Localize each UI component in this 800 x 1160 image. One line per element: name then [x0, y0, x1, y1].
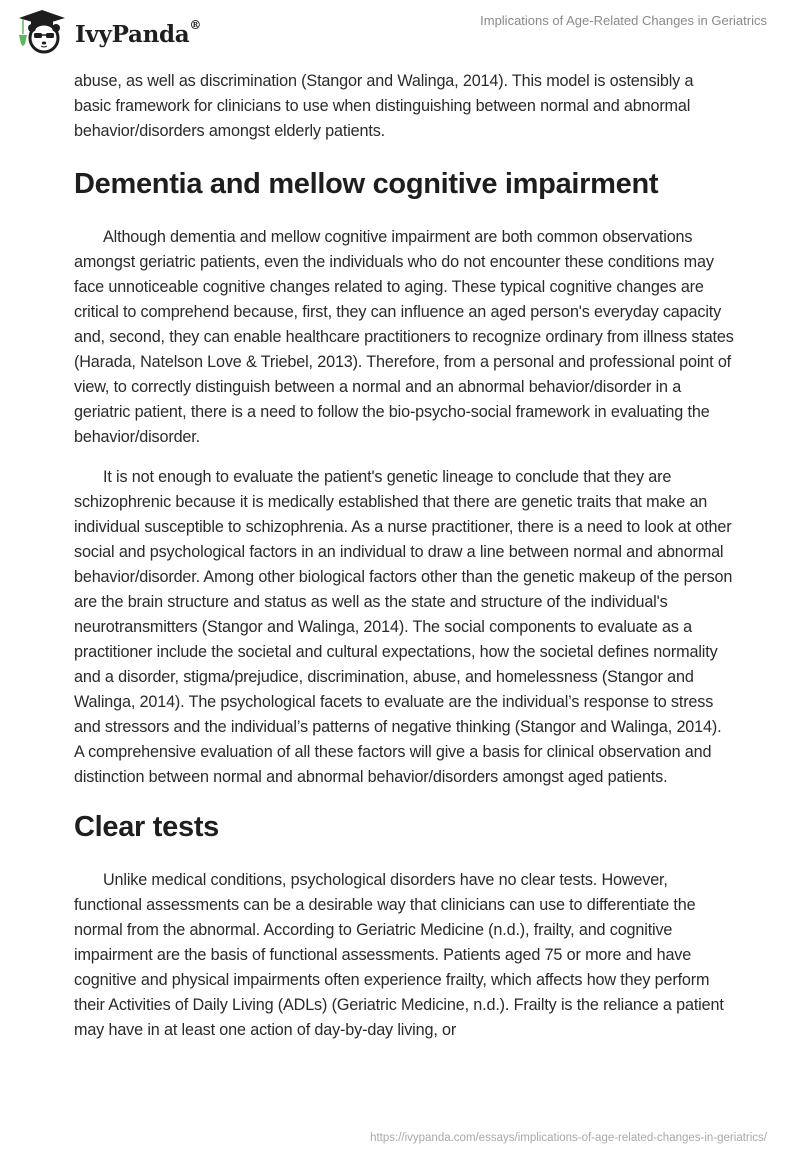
section-heading-clear-tests: Clear tests	[74, 811, 219, 843]
document-title: Implications of Age-Related Changes in Geriatrics	[480, 13, 767, 28]
intro-paragraph: abuse, as well as discrimination (Stangor and Walinga, 2014). This model is ostensibly a basic framework for clinicians to use when distinguishing between normal and abnormal behavior/disorders amongst elderly patients.	[74, 72, 694, 140]
source-url[interactable]: https://ivypanda.com/essays/implications-of-age-related-changes-in-geriatrics/	[370, 1132, 767, 1144]
paragraph-dementia-1: Although dementia and mellow cognitive impairment are both common observations amongst geriatric patients, even the individuals who do not encounter these conditions may face unnoticeable cognitive changes related to aging. These typical cognitive changes are critical to comprehend because, first, they can influence an aged person's everyday capacity and, second, they can enable healthcare practitioners to recognize ordinary from illness states (Harada, Natelson Love & Triebel, 2013). Therefore, from a personal and professional point of view, to correctly distinguish between a normal and an abnormal behavior/disorder in a geriatric patient, there is a need to follow the bio-psycho-social framework in evaluating the behavior/disorder.	[74, 228, 734, 446]
brand-name: IvyPanda®	[75, 17, 202, 48]
paragraph-clear-tests-1: Unlike medical conditions, psychological disorders have no clear tests. However, functional assessments can be a desirable way that clinicians can use to differentiate the normal from the abnormal. According to Geriatric Medicine (n.d.), frailty, and cognitive impairment are the basis of functional assessments. Patients aged 75 or more and have cognitive and physical impairments often experience frailty, which affects how they perform their Activities of Daily Living (ADLs) (Geriatric Medicine, n.d.). Frailty is the reliance a patient may have in at least one action of day-by-day living, or	[74, 871, 724, 1039]
paragraph-dementia-2: It is not enough to evaluate the patient's genetic lineage to conclude that they are schizophrenic because it is medically established that there are genetic traits that make an individual susceptible to schizophrenia. As a nurse practitioner, there is a need to look at other social and psychological factors in an individual to draw a line between normal and abnormal behavior/disorder. Among other biological factors other than the genetic makeup of the person are the brain structure and status as well as the state and structure of the individual's neurotransmitters (Stangor and Walinga, 2014). The social components to evaluate as a practitioner include the societal and cultural expectations, how the societal defines normality and a disorder, stigma/prejudice, discrimination, abuse, and homelessness (Stangor and Walinga, 2014). The psychological facets to evaluate are the individual’s response to stress and stressors and the individual’s patterns of negative thinking (Stangor and Walinga, 2014). A comprehensive evaluation of all these factors will give a basis for clinical observation and distinction between normal and abnormal behavior/disorders amongst aged patients.	[74, 468, 733, 786]
ivypanda-logo[interactable]	[17, 8, 201, 54]
panda-graduate-icon	[17, 8, 67, 54]
registered-mark: ®	[189, 17, 202, 32]
section-heading-dementia: Dementia and mellow cognitive impairment	[74, 168, 659, 200]
essay-body	[74, 69, 734, 1043]
page-header	[0, 0, 800, 62]
